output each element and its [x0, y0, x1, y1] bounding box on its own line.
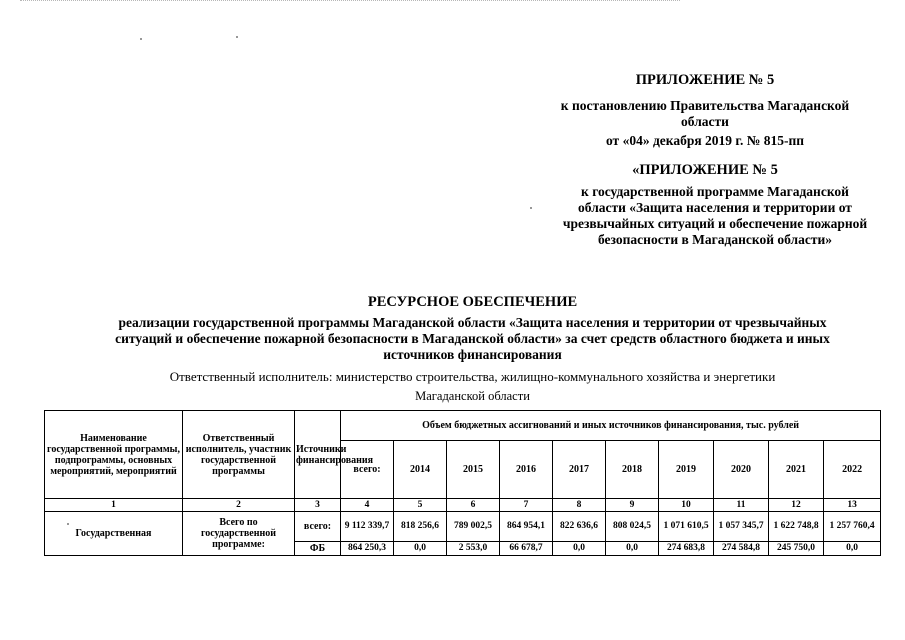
header-executor: Ответственный исполнитель, участник государственной программы [183, 411, 295, 499]
cell-value: 0,0 [553, 542, 606, 556]
header-year: 2016 [500, 441, 553, 499]
executor-line: Ответственный исполнитель: министерство строительства, жилищно-коммунального хозяйства и энергетики [169, 369, 776, 384]
cell-value: 818 256,6 [394, 512, 447, 542]
column-number: 4 [341, 499, 394, 512]
header-total: всего: [341, 441, 394, 499]
header-year: 2019 [659, 441, 714, 499]
scan-top-edge [20, 0, 680, 4]
column-number: 3 [295, 499, 341, 512]
header-source: Источники финансирования [295, 411, 341, 499]
appendix-to-program: к государственной программе Магаданской области «Защита населения и территории от чрезвычайных ситуаций и обеспечение пожарной безопасности в Магаданской области» [562, 184, 868, 247]
column-number: 11 [714, 499, 769, 512]
row-source: всего: [295, 512, 341, 542]
cell-value: 864 250,3 [341, 542, 394, 556]
appendix-to-resolution: к постановлению Правительства Магаданской области [560, 98, 850, 129]
cell-value: 822 636,6 [553, 512, 606, 542]
document-title: РЕСУРСНОЕ ОБЕСПЕЧЕНИЕ [367, 294, 578, 310]
cell-value: 0,0 [606, 542, 659, 556]
cell-value: 1 071 610,5 [659, 512, 714, 542]
cell-value: 1 057 345,7 [714, 512, 769, 542]
cell-value: 274 683,8 [659, 542, 714, 556]
cell-value: 789 002,5 [447, 512, 500, 542]
scan-speck [140, 38, 142, 40]
resource-table [44, 410, 881, 556]
appendix-title-2: «ПРИЛОЖЕНИЕ № 5 [632, 162, 778, 178]
cell-value: 274 584,8 [714, 542, 769, 556]
appendix-date-line: от «04» декабря 2019 г. № 815-пп [605, 133, 804, 148]
column-number: 10 [659, 499, 714, 512]
scan-speck [530, 207, 532, 209]
scan-speck [236, 36, 238, 38]
cell-value: 0,0 [824, 542, 881, 556]
column-number: 12 [769, 499, 824, 512]
header-volume: Объем бюджетных ассигнований и иных источников финансирования, тыс. рублей [341, 411, 881, 441]
cell-value: 1 622 748,8 [769, 512, 824, 542]
cell-value: 9 112 339,7 [341, 512, 394, 542]
header-year: 2014 [394, 441, 447, 499]
executor-line-2: Магаданской области [415, 389, 530, 403]
column-number: 5 [394, 499, 447, 512]
header-name: Наименование государственной программы, подпрограммы, основных мероприятий, мероприятий [45, 411, 183, 499]
header-year: 2020 [714, 441, 769, 499]
table-row [45, 512, 881, 542]
header-year: 2017 [553, 441, 606, 499]
cell-value: 245 750,0 [769, 542, 824, 556]
column-number: 13 [824, 499, 881, 512]
column-number: 2 [183, 499, 295, 512]
row-source: ФБ [295, 542, 341, 556]
cell-value: 66 678,7 [500, 542, 553, 556]
header-year: 2018 [606, 441, 659, 499]
row-name: Государственная [45, 512, 183, 556]
column-number: 7 [500, 499, 553, 512]
column-number: 9 [606, 499, 659, 512]
header-year: 2022 [824, 441, 881, 499]
header-year: 2015 [447, 441, 500, 499]
column-number: 1 [45, 499, 183, 512]
document-subtitle: реализации государственной программы Магаданской области «Защита населения и территории от чрезвычайных ситуаций и обеспечение пожарной безопасности в Магаданской области» за счет средств областного бюджета и иных источников финансирования [115, 315, 830, 362]
cell-value: 808 024,5 [606, 512, 659, 542]
cell-value: 1 257 760,4 [824, 512, 881, 542]
cell-value: 0,0 [394, 542, 447, 556]
cell-value: 864 954,1 [500, 512, 553, 542]
appendix-title: ПРИЛОЖЕНИЕ № 5 [635, 72, 775, 88]
row-executor: Всего по государственной программе: [183, 512, 295, 556]
header-year: 2021 [769, 441, 824, 499]
cell-value: 2 553,0 [447, 542, 500, 556]
column-number: 8 [553, 499, 606, 512]
column-number: 6 [447, 499, 500, 512]
